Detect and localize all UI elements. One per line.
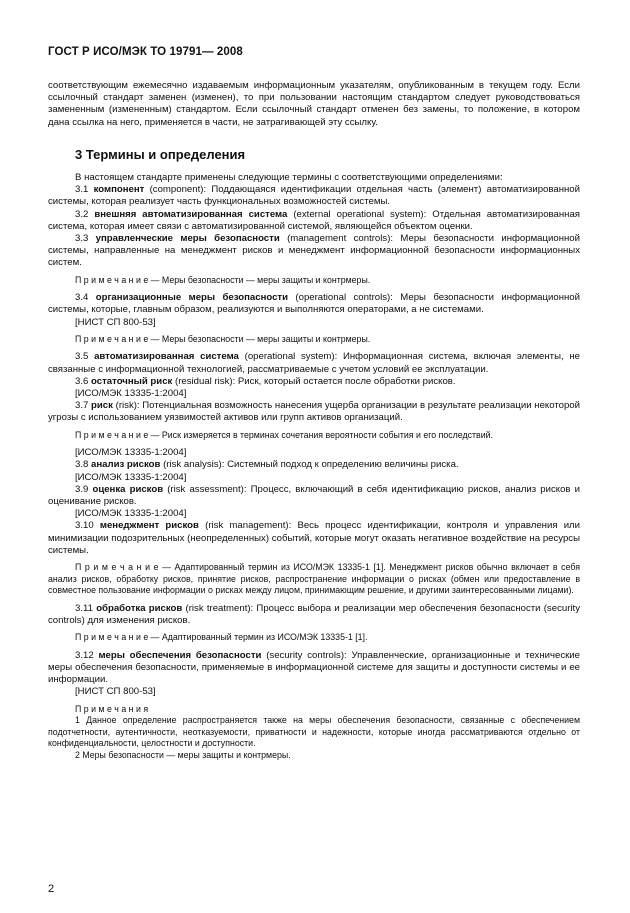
term-name: анализ рисков — [91, 459, 161, 471]
document-header: ГОСТ Р ИСО/МЭК ТО 19791— 2008 — [48, 46, 243, 58]
term-name: менеджмент рисков — [99, 520, 199, 532]
source-3-4: [НИСТ СП 800-53] — [75, 316, 156, 328]
notes-heading: П р и м е ч а н и я — [75, 703, 149, 714]
term-3-3: 3.3 управленческие меры безопасности (management controls): Меры безопасности информационной системы, направленные на менеджмент рисков и менеджмент информационной безопасности информационных систем. — [48, 233, 580, 269]
term-name: меры обеспечения безопасности — [98, 649, 262, 661]
term-3-9: 3.9 оценка рисков (risk assessment): Процесс, включающий в себя идентификацию рисков, анализ рисков и оценивание рисков. — [48, 483, 580, 508]
term-3-1: 3.1 компонент (component): Поддающаяся идентификации отдельная часть (элемент) автоматизированной системы, которая реализует часть функциональных возможностей системы. — [48, 184, 580, 208]
term-name: обработка рисков — [96, 602, 183, 614]
note-3-12-1: 1 Данное определение распространяется также на меры обеспечения безопасности, связанные с обеспечением подотчетности, аутентичности, неотказуемости, приватности и надежности, которые иногда рассматриваются отдельно от конфиденциальности, целостности и доступности. — [48, 715, 580, 749]
term-name: автоматизированная система — [94, 351, 239, 363]
term-name: внешняя автоматизированная система — [94, 208, 288, 220]
source-3-8: [ИСО/МЭК 13335-1:2004] — [75, 471, 187, 483]
term-3-10: 3.10 менеджмент рисков (risk management): Весь процесс идентификации, контроля и управления или минимизации подозрительных (неопределенных) событий, которые могут оказать негативное воздействие на ресурсы системы. — [48, 520, 581, 556]
term-name: управленческие меры безопасности — [95, 233, 280, 245]
note-3-11: П р и м е ч а н и е — Адаптированный термин из ИСО/МЭК 13335-1 [1]. — [75, 632, 368, 643]
intro-paragraph: соответствующим ежемесячно издаваемым информационным указателям, опубликованным в текущем году. Если ссылочный стандарт заменен (изменен), то при пользовании настоящим стандартом следует руководствоваться замененным (измененным) стандартом. Если ссылочный стандарт отменен без замены, то положение, в котором дана ссылка на него, применяется в части, не затрагивающей эту ссылку. — [48, 80, 580, 128]
section-title: 3 Термины и определения — [75, 146, 246, 162]
term-name: компонент — [93, 184, 145, 196]
source-3-9: [ИСО/МЭК 13335-1:2004] — [75, 508, 187, 520]
page-number: 2 — [48, 883, 55, 895]
note-3-10: П р и м е ч а н и е — Адаптированный термин из ИСО/МЭК 13335-1 [1]. Менеджмент рисков обычно включает в себя анализ рисков, обработку рисков, принятие рисков, распространение информации о рисках (обмен или предоставление в совместное пользование информации о рисках между лицом, принимающим решение, и другими заинтересованными лицами). — [48, 562, 580, 596]
term-name: риск — [91, 400, 113, 412]
page-content — [48, 80, 580, 768]
term-name: остаточный риск — [91, 375, 173, 387]
source-3-12: [НИСТ СП 800-53] — [75, 686, 156, 698]
note-3-4: П р и м е ч а н и е — Меры безопасности — меры защиты и контрмеры. — [75, 333, 371, 344]
term-3-7: 3.7 риск (risk): Потенциальная возможность нанесения ущерба организации в результате реализации некоторой угрозы с использованием уязвимостей активов или групп активов организаций. — [48, 400, 580, 424]
term-3-6: 3.6 остаточный риск (residual risk): Риск, который остается после обработки рисков. — [75, 375, 456, 387]
term-3-8: 3.8 анализ рисков (risk analysis): Системный подход к определению величины риска. — [75, 459, 459, 471]
note-3-7: П р и м е ч а н и е — Риск измеряется в терминах сочетания вероятности события и его последствий. — [75, 429, 493, 440]
term-3-12: 3.12 меры обеспечения безопасности (security controls): Управленческие, организационные и технические меры обеспечения безопасности, применяемые в информационной системе для защиты и доступности системы и ее информации. — [48, 649, 581, 686]
source-3-7: [ИСО/МЭК 13335-1:2004] — [75, 447, 187, 459]
term-name: организационные меры безопасности — [95, 292, 289, 304]
note-3-3: П р и м е ч а н и е — Меры безопасности — меры защиты и контрмеры. — [75, 274, 371, 285]
term-3-4: 3.4 организационные меры безопасности (operational controls): Меры безопасности информационной системы, которые, главным образом, реализуются и выполняются операторами, а не системами. — [48, 292, 580, 316]
term-3-11: 3.11 обработка рисков (risk treatment): Процесс выбора и реализации мер обеспечения безопасности (security controls) для изменения рисков. — [48, 602, 580, 627]
term-name: оценка рисков — [92, 483, 164, 495]
source-3-6: [ИСО/МЭК 13335-1:2004] — [75, 388, 187, 400]
section-lead: В настоящем стандарте применены следующие термины с соответствующими определениями: — [75, 172, 503, 184]
term-3-5: 3.5 автоматизированная система (operational system): Информационная система, включая элементы, не связанные с информационной технологией, рассматриваемые с учетом условий ее эксплуатации. — [48, 351, 580, 375]
term-3-2: 3.2 внешняя автоматизированная система (external operational system): Отдельная автоматизированная система, которая имеет связи с автоматизированной системой, являющейся объектом оценки. — [48, 208, 580, 232]
note-3-12-2: 2 Меры безопасности — меры защиты и контрмеры. — [75, 750, 291, 761]
